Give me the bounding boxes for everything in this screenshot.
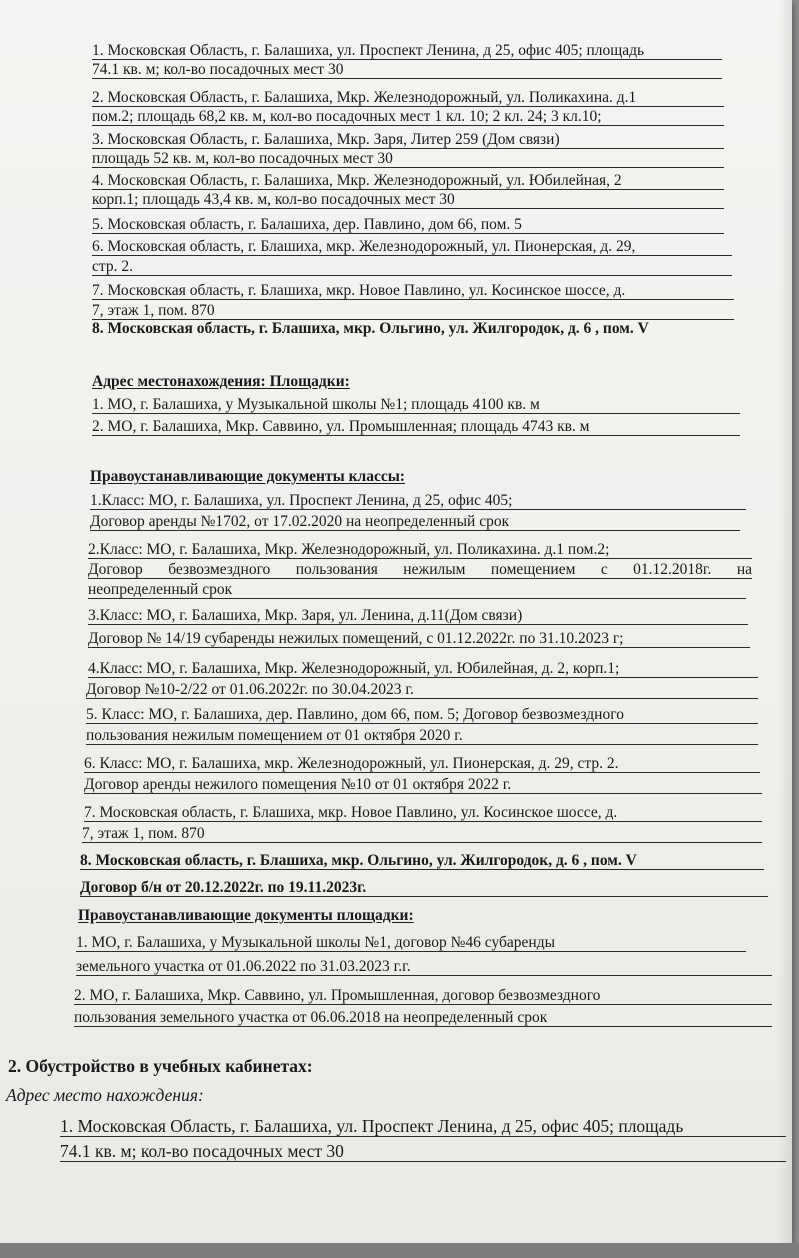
class-address-line: пом.2; площадь 68,2 кв. м, кол-во посадочных мест 1 кл. 10; 2 кл. 24; 3 кл.10; xyxy=(92,108,724,126)
site-address-line: 2. МО, г. Балашиха, Мкр. Саввино, ул. Промышленная; площадь 4743 кв. м xyxy=(92,418,740,436)
class-address-line: 7, этаж 1, пом. 870 xyxy=(92,302,734,320)
doc-class-line: неопределенный срок xyxy=(88,581,746,599)
class-address-line: 74.1 кв. м; кол-во посадочных мест 30 xyxy=(92,61,722,79)
doc-class-line: 7, этаж 1, пом. 870 xyxy=(82,825,762,843)
doc-class-line: 4.Класс: МО, г. Балашиха, Мкр. Железнодорожный, ул. Юбилейная, д. 2, корп.1; xyxy=(88,660,758,678)
site-address-line: 1. МО, г. Балашиха, у Музыкальной школы №1; площадь 4100 кв. м xyxy=(92,396,740,414)
docs-sites-heading: Правоустанавливающие документы площадки: xyxy=(78,907,414,924)
class-address-line: стр. 2. xyxy=(92,258,732,276)
class-address-line: 5. Московская область, г. Балашиха, дер. Павлино, дом 66, пом. 5 xyxy=(92,216,724,234)
background-surface xyxy=(0,1243,799,1258)
docs-classes-heading: Правоустанавливающие документы классы: xyxy=(90,468,405,485)
doc-class-line: Договор №10-2/22 от 01.06.2022г. по 30.04.2023 г. xyxy=(86,681,758,699)
class-address-line-bold: 8. Московская область, г. Блашиха, мкр. Ольгино, ул. Жилгородок, д. 6 , пом. V xyxy=(92,320,649,337)
doc-class-line: 6. Класс: МО, г. Балашиха, мкр. Железнодорожный, ул. Пионерская, д. 29, стр. 2. xyxy=(84,755,760,773)
doc-site-line: 1. МО, г. Балашиха, у Музыкальной школы №1, договор №46 субаренды xyxy=(76,934,746,952)
doc-class-line: Договор безвозмездного пользования нежилым помещением с 01.12.2018г. на xyxy=(88,561,752,578)
doc-site-line: пользования земельного участка от 06.06.2018 на неопределенный срок xyxy=(74,1009,772,1027)
doc-class-line: 7. Московская область, г. Блашиха, мкр. Новое Павлино, ул. Косинское шоссе, д. xyxy=(84,804,762,822)
class-address-line: 1. Московская Область, г. Балашиха, ул. Проспект Ленина, д 25, офис 405; площадь xyxy=(92,42,722,60)
class-address-line: 2. Московская Область, г. Балашиха, Мкр. Железнодорожный, ул. Поликахина. д.1 xyxy=(92,89,724,107)
section-2-address-line: 74.1 кв. м; кол-во посадочных мест 30 xyxy=(60,1142,786,1162)
doc-class-line-bold: Договор б/н от 20.12.2022г. по 19.11.2023г. xyxy=(80,879,768,897)
doc-class-line: Договор № 14/19 субаренды нежилых помещений, с 01.12.2022г. по 31.10.2023 г; xyxy=(88,630,750,648)
class-address-line: 3. Московская Область, г. Балашиха, Мкр. Заря, Литер 259 (Дом связи) xyxy=(92,131,724,149)
doc-class-line: Договор аренды нежилого помещения №10 от 01 октября 2022 г. xyxy=(84,776,762,794)
section-2-address-line: 1. Московская Область, г. Балашиха, ул. Проспект Ленина, д 25, офис 405; площадь xyxy=(60,1117,786,1137)
doc-class-line: пользования нежилым помещением от 01 октября 2020 г. xyxy=(86,727,758,745)
section-2-title: 2. Обустройство в учебных кабинетах: xyxy=(8,1056,313,1076)
doc-class-line: Договор аренды №1702, от 17.02.2020 на неопределенный срок xyxy=(90,513,740,531)
class-address-line: 6. Московская область, г. Блашиха, мкр. Железнодорожный, ул. Пионерская, д. 29, xyxy=(92,238,732,256)
section-2-subtitle: Адрес место нахождения: xyxy=(6,1085,204,1105)
doc-class-line: 2.Класс: МО, г. Балашиха, Мкр. Железнодорожный, ул. Поликахина. д.1 пом.2; xyxy=(88,541,752,559)
class-address-line: корп.1; площадь 43,4 кв. м, кол-во посадочных мест 30 xyxy=(92,191,724,209)
class-address-line: 7. Московская область, г. Блашиха, мкр. Новое Павлино, ул. Косинское шоссе, д. xyxy=(92,282,734,300)
doc-class-line: 3.Класс: МО, г. Балашиха, Мкр. Заря, ул. Ленина, д.11(Дом связи) xyxy=(88,607,748,625)
class-address-line: площадь 52 кв. м, кол-во посадочных мест 30 xyxy=(92,150,724,168)
doc-class-line: 1.Класс: МО, г. Балашиха, ул. Проспект Ленина, д 25, офис 405; xyxy=(90,492,746,510)
page-edge-shadow xyxy=(778,0,792,1243)
doc-site-line: земельного участка от 01.06.2022 по 31.03.2023 г.г. xyxy=(76,958,772,976)
class-address-line: 4. Московская Область, г. Балашиха, Мкр. Железнодорожный, ул. Юбилейная, 2 xyxy=(92,172,724,190)
doc-site-line: 2. МО, г. Балашиха, Мкр. Саввино, ул. Промышленная, договор безвозмездного xyxy=(74,987,772,1005)
doc-class-line-bold: 8. Московская область, г. Блашиха, мкр. Ольгино, ул. Жилгородок, д. 6 , пом. V xyxy=(80,852,764,870)
doc-class-line: 5. Класс: МО, г. Балашиха, дер. Павлино, дом 66, пом. 5; Договор безвозмездного xyxy=(86,706,758,724)
sites-heading: Адрес местонахождения: Площадки: xyxy=(92,373,350,390)
